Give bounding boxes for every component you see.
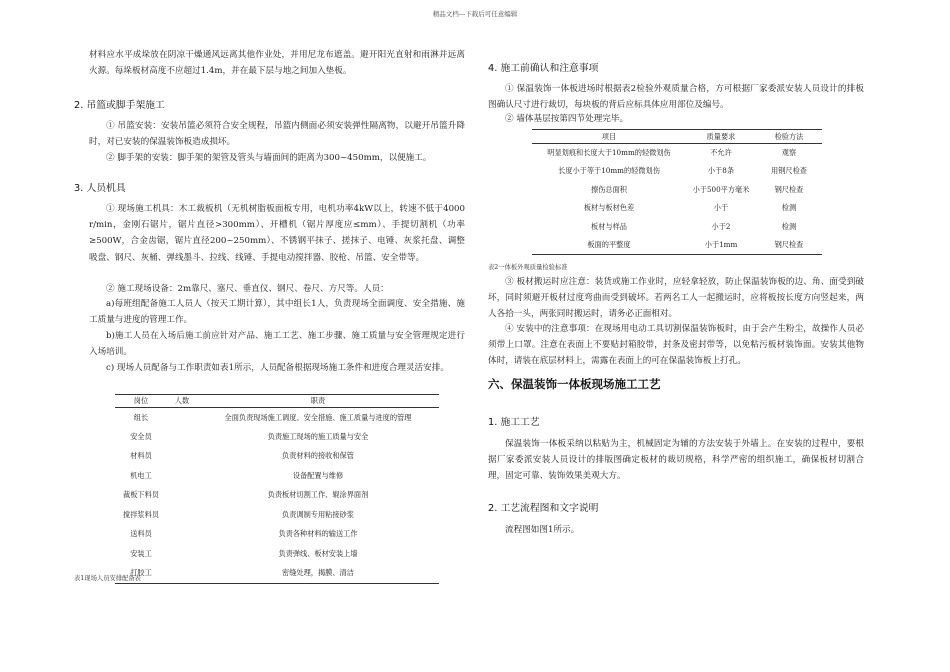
table-cell: [167, 408, 197, 428]
table-row: [115, 505, 439, 525]
table-cell: 用钢尺检查: [771, 166, 807, 176]
paragraph-3a: ① 现场施工机具：木工裁板机（无机树脂板面板专用，电机功率4kW以上，转速不低于4000 r/min，金刚石锯片，锯片直径>300mm）、开槽机（锯片厚度应≤mm）、手提切割机（功率≥500W，合金齿锯，锯片直径200~250mm）、不锈钢平抹子、搓抹子、电锤、灰浆托盘、调整吸盘、钢尺、灰桶、弹线墨斗、拉线、线锤、手提电动搅拌器、胶枪、吊篮、安全带等。: [89, 204, 465, 263]
page-header: 精品文档---下载后可任意编辑: [432, 10, 518, 18]
table-row: [115, 544, 439, 564]
table-cell: 全面负责现场施工调度、安全措施、施工质量与进度的管理: [224, 412, 412, 422]
section-heading-2: 2. 吊篮或脚手架施工: [74, 100, 165, 111]
table-row: [115, 466, 439, 486]
table-cell: 板面的平整度: [587, 240, 631, 249]
table-cell: [167, 505, 197, 525]
table-cell: 钢尺检查: [774, 240, 804, 249]
paragraph-3d: b)施工人员在入场后施工前应针对产品、施工工艺、施工步骤、施工质量与安全管理规定进行入场培训。: [89, 331, 465, 358]
table-cell: 明显划痕和长度大于10mm的轻微划伤: [547, 148, 671, 157]
table-cell: 观察: [781, 148, 797, 157]
table-cell: 小于2: [711, 221, 731, 231]
paragraph-3c: a)每班组配备施工人员人（按天工期计算），其中组长1人，负责现场全面调度、安全措施、施工质量与进度的管理工作。: [89, 299, 465, 326]
table-header-cell: 职责: [310, 396, 326, 405]
table-cell: [167, 486, 197, 506]
table2-caption: 表2一体板外观质量检验标准: [488, 264, 568, 271]
table-cell: 钢尺检查: [774, 184, 804, 194]
quality-table: [532, 129, 822, 255]
table-cell: 板材与板材色差: [583, 203, 635, 213]
table-cell: 材料员: [130, 451, 152, 461]
table-cell: 长度小于等于10mm的轻微划伤: [558, 166, 660, 176]
table-header-cell: 项目: [601, 131, 617, 141]
table-cell: 设备配置与维修: [292, 470, 344, 480]
paragraph-3b: ② 施工现场设备：2m靠尺、塞尺、垂直仪、钢尺、卷尺、方尺等。人员：: [106, 284, 389, 294]
table1-caption: 表1现场人员安排配备表: [74, 575, 141, 582]
table-row: [532, 162, 822, 181]
table-cell: 搅拌浆料员: [123, 509, 159, 519]
table-cell: 安全员: [130, 431, 152, 441]
table-cell: 负责调制专用粘接砂浆: [282, 509, 354, 519]
table-row: [532, 236, 822, 255]
table-row: [115, 486, 439, 506]
table-row: [115, 564, 439, 584]
staff-table-header: [115, 395, 439, 408]
table-cell: 组长: [133, 412, 149, 422]
table-row: [115, 447, 439, 467]
table-cell: 负责材料的接收和保管: [282, 451, 354, 461]
quality-table-header: [532, 130, 822, 144]
table-cell: 小于500平方毫米: [692, 184, 750, 194]
table-row: [115, 408, 439, 428]
paragraph-6-1: 保温装饰一体板采纳以粘贴为主，机械固定为辅的方法安装于外墙上。在安装的过程中，要根据厂家委派安装人员设计的排版图确定板材的裁切规格，科学严密的组织施工，确保板材切割合理，固定可靠、装饰效果美观大方。: [488, 439, 864, 482]
table-cell: 机电工: [130, 470, 152, 480]
table-cell: 密缝处理，揭膜、清洁: [282, 568, 354, 577]
paragraph-3e: c) 现场人员配备与工作职责如表1所示，人员配备根据现场施工条件和进度合理灵活安排。: [106, 363, 449, 373]
table-cell: [167, 525, 197, 545]
table-cell: 负责施工现场的施工质量与安全: [267, 431, 369, 441]
table-cell: 打胶工: [130, 568, 152, 577]
table-cell: 小于8条: [707, 166, 735, 176]
paragraph-4d: ④ 安装中的注意事项：在现场用电动工具切割保温装饰板时，由于会产生粉尘，故操作人员必须带上口罩。注意在表面上不要贴封箱胶带，封条及密封带等，以免粘污板材装饰面。安装其他物体时，请装在底层材料上，需露在表面上的可在保温装饰板上打孔。: [488, 324, 864, 367]
table-header-cell: 质量要求: [706, 131, 736, 141]
table-row: [532, 144, 822, 163]
table-cell: 板材与样品: [591, 221, 627, 231]
paragraph-4b: ② 墙体基层按第四节处理完毕。: [505, 114, 629, 124]
paragraph-6-2: 流程图如图1所示。: [505, 525, 580, 535]
table-cell: 检测: [781, 221, 797, 231]
table-cell: 小于: [713, 203, 729, 213]
table-cell: [167, 427, 197, 447]
table-row: [532, 181, 822, 200]
table-cell: 负责各种材料的输送工作: [278, 529, 358, 539]
staff-table: [115, 394, 439, 584]
paragraph-4c: ③ 板材搬运时应注意：装货或施工作业时，应轻拿轻放，防止保温装饰板的边、角、面受到破坏，同时须避开板材过度弯曲而受到破坏。若两名工人一起搬运时，应将板按长度方向竖起来，两人各拾一头，两张同时搬运时，请务必正面相对。: [488, 277, 864, 320]
section-heading-6-1: 1. 施工工艺: [488, 417, 540, 428]
section-heading-6-2: 2. 工艺流程图和文字说明: [488, 503, 599, 514]
paragraph-2b: ② 脚手架的安装：脚手架的架管及管头与墙面间的距离为300~450mm，以便施工。: [106, 153, 432, 163]
table-cell: [167, 564, 197, 584]
table-cell: 送料员: [130, 529, 152, 539]
table-row: [532, 199, 822, 218]
section-heading-4: 4. 施工前确认和注意事项: [488, 63, 599, 74]
table-cell: 小于1mm: [704, 240, 738, 249]
table-row: [115, 427, 439, 447]
table-cell: 负责板材切割工作、辊涂界面剂: [267, 490, 369, 500]
intro-paragraph: 材料应水平成垛放在阴凉干燥通风远离其他作业处，并用尼龙布遮盖。避开阳光直射和雨淋并远离火源。每垛板材高度不应超过1.4m，并在最下层与地之间加入垫板。: [89, 50, 465, 77]
table-cell: [167, 544, 197, 564]
table-row: [532, 218, 822, 237]
table-row: [115, 525, 439, 545]
table-header-cell: 检验方法: [774, 131, 804, 141]
table-cell: 裁板下料员: [123, 490, 159, 500]
table-header-cell: 岗位: [133, 396, 149, 405]
table-cell: 安装工: [130, 548, 152, 558]
paragraph-4a: ① 保温装饰一体板进场时根据表2检验外观质量合格，方可根据厂家委派安装人员设计的排板图确认尺寸进行裁切，每块板的背后应标具体应用部位及编号。: [488, 84, 864, 111]
table-header-cell: 人数: [174, 396, 190, 405]
table-cell: [167, 466, 197, 486]
paragraph-2a: ① 吊篮安装：安装吊篮必须符合安全规程，吊篮内侧面必须安装弹性隔离物，以避开吊篮升降时，对已安装的保温装饰板造成损坏。: [89, 121, 465, 148]
table-cell: 不允许: [710, 148, 732, 157]
table-cell: 擦伤总面积: [591, 184, 627, 194]
section-heading-3: 3. 人员机具: [74, 183, 126, 194]
table-cell: 负责弹线、板材安装上墙: [278, 548, 358, 558]
chapter-heading-6: 六、保温装饰一体板现场施工工艺: [488, 377, 661, 391]
table-cell: 检测: [781, 203, 797, 213]
table-cell: [167, 447, 197, 467]
